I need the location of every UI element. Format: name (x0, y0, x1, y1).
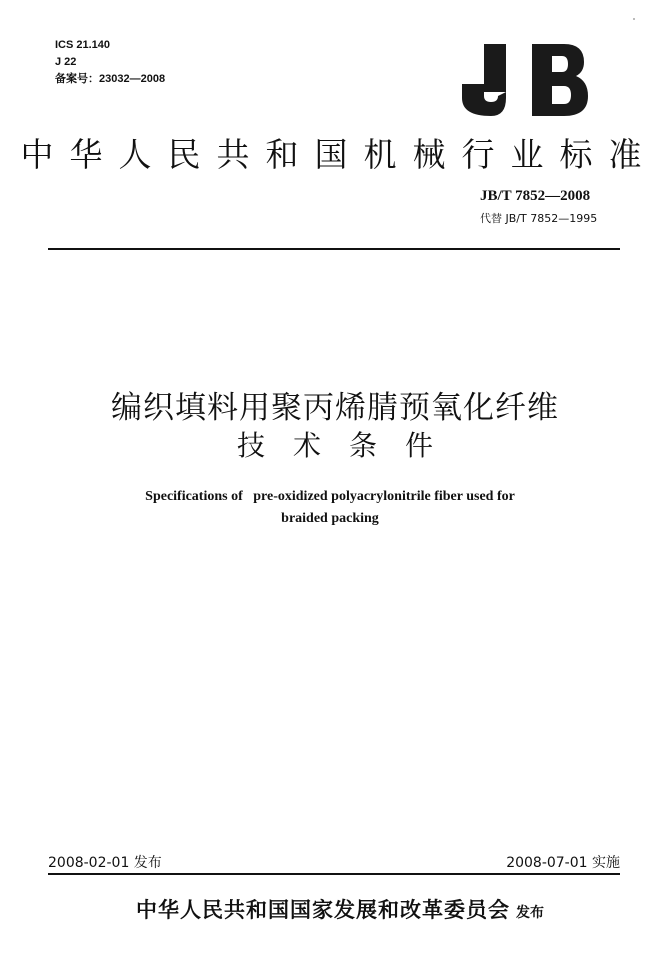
industry-standard-title: 中华人民共和国机械行业标准 (20, 134, 658, 174)
issuer-suffix: 发布 (516, 905, 544, 921)
document-subtitle-zh: 技术条件 (236, 429, 461, 462)
implementation-date: 2008-07-01 实施 (506, 855, 620, 871)
document-title-en (70, 486, 590, 530)
jb-logo (458, 40, 590, 118)
issue-date: 2008-02-01 发布 (48, 855, 162, 871)
standard-number: JB/T 7852—2008 (480, 188, 591, 204)
ics-code: ICS 21.140 (55, 39, 111, 51)
document-title-zh: 编织填料用聚丙烯腈预氧化纤维 (111, 390, 559, 426)
scan-speck (633, 18, 635, 20)
issuer-name: 中华人民共和国国家发展和改革委员会 (136, 898, 510, 922)
bottom-divider (48, 873, 620, 875)
classification-code: J 22 (55, 56, 77, 68)
document-title-en-line2: braided packing (281, 511, 379, 526)
top-divider (48, 248, 620, 250)
issuer (40, 894, 640, 924)
registration-number: 备案号：23032—2008 (55, 73, 166, 85)
document-title-en-line1: Specifications of pre-oxidized polyacrylonitrile fiber used for (145, 489, 515, 504)
replaces-standard: 代替 JB/T 7852—1995 (480, 212, 598, 225)
